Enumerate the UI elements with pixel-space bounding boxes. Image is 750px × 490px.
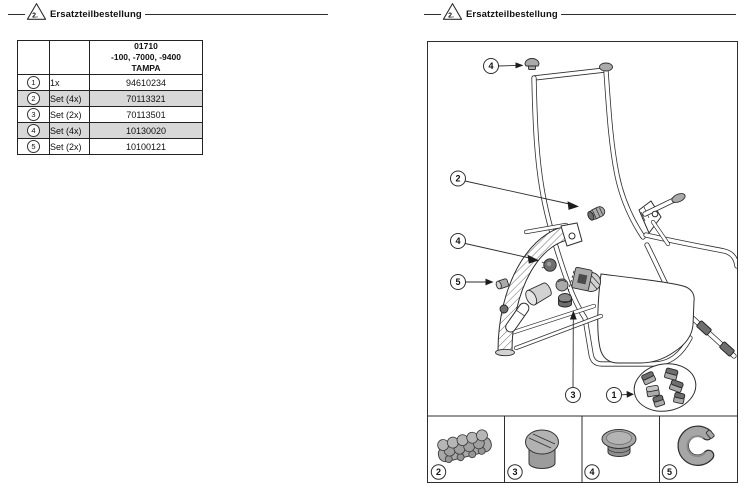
part-number-cell: 10130020	[90, 123, 203, 139]
part-thumbnail-3	[526, 430, 559, 469]
table-header-row	[18, 41, 203, 75]
callout-2	[451, 171, 580, 210]
svg-text:4: 4	[488, 61, 494, 72]
arc-bolt	[500, 305, 508, 313]
qty-cell: 1x	[50, 75, 90, 91]
mechanism-cone	[523, 281, 553, 307]
svg-text:5: 5	[666, 467, 673, 478]
part-thumbnail-4	[602, 430, 636, 457]
table-row	[18, 123, 203, 139]
svg-text:5: 5	[455, 277, 461, 288]
part-endcap-floating-mid	[586, 205, 606, 221]
svg-text:1: 1	[611, 390, 617, 401]
thumbnail-number-2	[431, 465, 445, 479]
mechanism-clamp	[572, 267, 593, 291]
parts-table	[17, 40, 203, 155]
frame-cap-installed	[600, 63, 613, 71]
table-row	[18, 91, 203, 107]
part-number-cell: 10100121	[90, 139, 203, 155]
table-row	[18, 75, 203, 91]
header-rule	[561, 14, 736, 15]
svg-text:3: 3	[512, 467, 518, 478]
section-header-right	[424, 3, 736, 25]
svg-text:4: 4	[455, 236, 461, 247]
qty-cell: Set (4x)	[50, 91, 90, 107]
part-3-target-cap	[559, 294, 572, 308]
thumbnail-strip	[428, 416, 737, 482]
svg-text:3: 3	[570, 390, 576, 401]
header-blank-cell	[50, 41, 90, 75]
section-title: Ersatzteilbestellung	[466, 8, 558, 20]
circled-number: 2	[27, 92, 40, 105]
fitting-piece	[646, 385, 660, 397]
product-variants: -100, -7000, -9400	[111, 52, 181, 63]
table-row	[18, 139, 203, 155]
part-cap-floating-top	[525, 59, 539, 70]
warning-triangle-icon	[26, 2, 47, 26]
callout-5	[451, 275, 494, 290]
circled-number: 4	[27, 124, 40, 137]
part-thumbnail-2	[435, 428, 493, 465]
header-blank-cell	[18, 41, 50, 75]
header-rule	[8, 14, 25, 15]
thumbnail-number-3	[508, 465, 522, 479]
qty-cell: Set (4x)	[50, 123, 90, 139]
qty-cell: Set (2x)	[50, 139, 90, 155]
mechanism-disc	[556, 279, 568, 291]
part-number-cell: 70113501	[90, 107, 203, 123]
part-number-cell: 70113321	[90, 91, 203, 107]
chair-exploded-diagram	[428, 42, 737, 482]
section-header-left	[8, 3, 328, 25]
fittings-set-group	[630, 359, 699, 416]
svg-text:2: 2	[455, 173, 461, 184]
thumbnail-number-5	[662, 465, 676, 479]
qty-cell: Set (2x)	[50, 107, 90, 123]
product-header-cell	[90, 41, 203, 75]
header-rule	[424, 14, 441, 15]
circled-number: 5	[27, 140, 40, 153]
table-row	[18, 107, 203, 123]
part-number-cell: 94610234	[90, 75, 203, 91]
callout-1	[607, 388, 635, 403]
svg-text:2: 2	[435, 467, 442, 478]
svg-text:2.: 2.	[448, 12, 454, 20]
product-name: TAMPA	[131, 63, 161, 74]
part-cap-floating-left	[495, 278, 509, 289]
svg-text:2.: 2.	[32, 12, 38, 20]
section-title: Ersatzteilbestellung	[50, 8, 142, 20]
circled-number: 1	[27, 76, 40, 89]
warning-triangle-icon	[442, 2, 463, 26]
callout-4-top	[484, 59, 524, 74]
part-thumbnail-5	[681, 426, 716, 463]
thumbnail-number-4	[585, 465, 599, 479]
part-4-target-knob	[542, 259, 556, 271]
fitting-piece	[673, 392, 685, 404]
product-code: 01710	[134, 41, 158, 51]
svg-text:4: 4	[589, 467, 595, 478]
header-rule	[145, 14, 328, 15]
figure-box	[427, 41, 738, 483]
arc-foot	[496, 349, 515, 355]
circled-number: 3	[27, 108, 40, 121]
